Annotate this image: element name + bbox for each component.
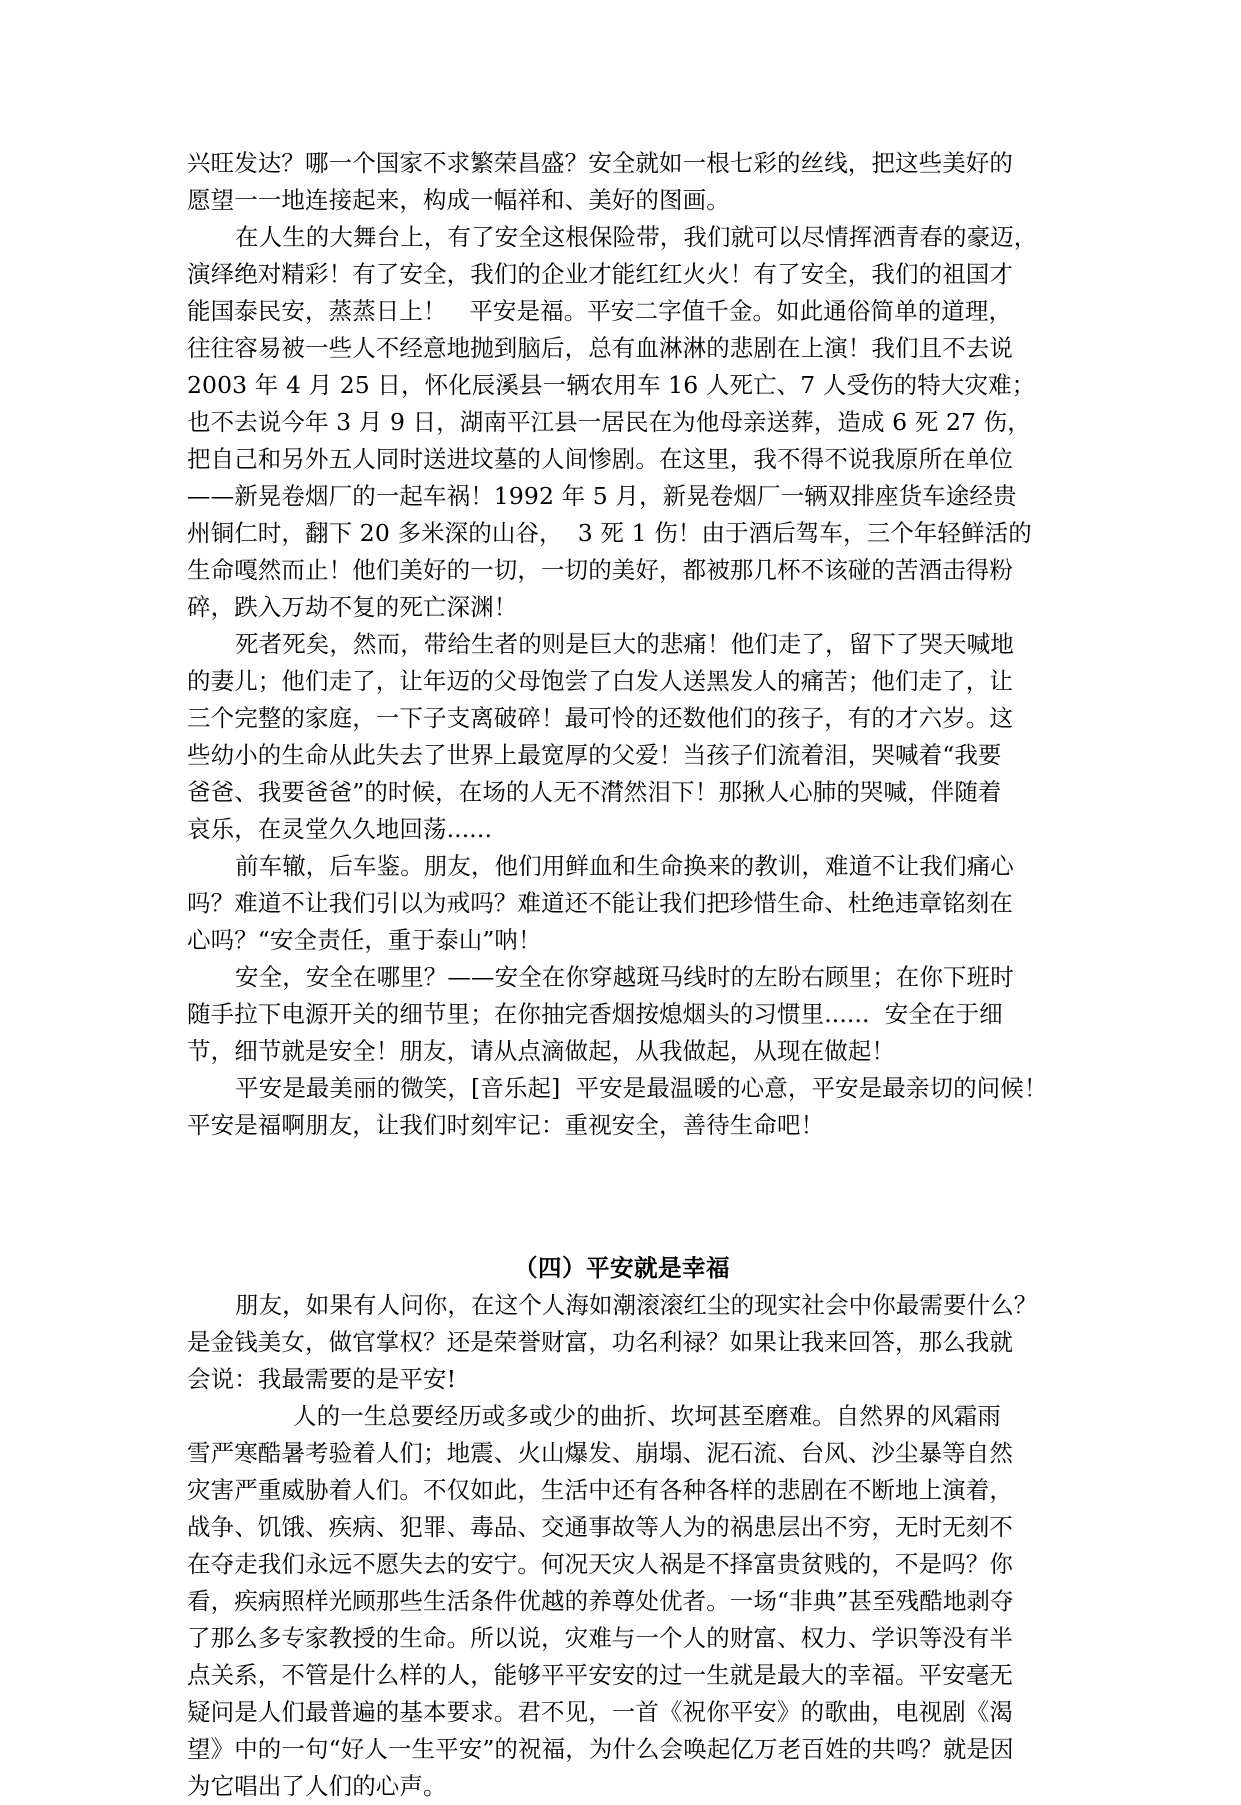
paragraph-line: 朋友，如果有人问你，在这个人海如潮滚滚红尘的现实社会中你最需要什么？ [235, 1291, 1038, 1319]
paragraph-line: 疑问是人们最普遍的基本要求。君不见，一首《祝你平安》的歌曲，电视剧《渴 [187, 1698, 1013, 1726]
section-spacer [187, 1144, 1057, 1250]
paragraph-line: 是金钱美女，做官掌权？还是荣誉财富，功名利禄？如果让我来回答，那么我就 [187, 1328, 1013, 1356]
paragraph-line: 前车辙，后车鉴。朋友，他们用鲜血和生命换来的教训，难道不让我们痛心 [235, 852, 1014, 880]
paragraph-line: 往往容易被一些人不经意地抛到脑后，总有血淋淋的悲剧在上演！我们且不去说 [187, 334, 1013, 362]
paragraph-line: 把自己和另外五人同时送进坟墓的人间惨剧。在这里，我不得不说我原所在单位 [187, 445, 1013, 473]
paragraph-line: 节，细节就是安全！朋友，请从点滴做起，从我做起，从现在做起！ [187, 1037, 895, 1065]
paragraph-line: ——新晃卷烟厂的一起车祸！1992 年 5 月，新晃卷烟厂一辆双排座货车途经贵 [187, 482, 1017, 510]
paragraph-line: 看，疾病照样光顾那些生活条件优越的养尊处优者。一场“非典”甚至残酷地剥夺 [187, 1587, 1014, 1615]
paragraph-line: 了那么多专家教授的生命。所以说，灾难与一个人的财富、权力、学识等没有半 [187, 1624, 1013, 1652]
paragraph-line: 兴旺发达？哪一个国家不求繁荣昌盛？安全就如一根七彩的丝线，把这些美好的 [187, 149, 1013, 177]
paragraph-line: 三个完整的家庭，一下子支离破碎！最可怜的还数他们的孩子，有的才六岁。这 [187, 704, 1013, 732]
paragraph-line: 生命嘎然而止！他们美好的一切，一切的美好，都被那几杯不该碰的苦酒击得粉 [187, 556, 1013, 584]
paragraph-line: 为它唱出了人们的心声。 [187, 1772, 447, 1800]
section-title: （四）平安就是幸福 [514, 1254, 730, 1282]
paragraph-line: 碎，跌入万劫不复的死亡深渊！ [187, 593, 518, 621]
paragraph-line: 随手拉下电源开关的细节里；在你抽完香烟按熄烟头的习惯里...... 安全在于细 [187, 1000, 1003, 1028]
paragraph-line: 演绎绝对精彩！有了安全，我们的企业才能红红火火！有了安全，我们的祖国才 [187, 260, 1013, 288]
paragraph-line: 在夺走我们永远不愿失去的安宁。何况天灾人祸是不择富贵贫贱的，不是吗？你 [187, 1550, 1013, 1578]
paragraph-line: 的妻儿；他们走了，让年迈的父母饱尝了白发人送黑发人的痛苦；他们走了，让 [187, 667, 1013, 695]
paragraph-line: 2003 年 4 月 25 日，怀化辰溪县一辆农用车 16 人死亡、7 人受伤的特大灾难； [187, 371, 1036, 399]
paragraph-line: 也不去说今年 3 月 9 日，湖南平江县一居民在为他母亲送葬，造成 6 死 27 伤， [187, 408, 1031, 436]
paragraph-line: 战争、饥饿、疾病、犯罪、毒品、交通事故等人为的祸患层出不穷，无时无刻不 [187, 1513, 1013, 1541]
paragraph-line: 人的一生总要经历或多或少的曲折、坎坷甚至磨难。自然界的风霜雨 [293, 1402, 1001, 1430]
paragraph-line: 雪严寒酷暑考验着人们；地震、火山爆发、崩塌、泥石流、台风、沙尘暴等自然 [187, 1439, 1013, 1467]
paragraph-line: 平安是最美丽的微笑，[音乐起] 平安是最温暖的心意，平安是最亲切的问候！ [235, 1074, 1048, 1102]
paragraph-line: 灾害严重威胁着人们。不仅如此，生活中还有各种各样的悲剧在不断地上演着， [187, 1476, 1013, 1504]
paragraph-line: 吗？难道不让我们引以为戒吗？难道还不能让我们把珍惜生命、杜绝违章铭刻在 [187, 889, 1013, 917]
paragraph-line: 愿望一一地连接起来，构成一幅祥和、美好的图画。 [187, 186, 730, 214]
paragraph-line: 爸爸、我要爸爸”的时候，在场的人无不潸然泪下！那揪人心肺的哭喊，伴随着 [187, 778, 1002, 806]
paragraph-line: 哀乐，在灵堂久久地回荡...... [187, 815, 493, 843]
paragraph-line: 在人生的大舞台上，有了安全这根保险带，我们就可以尽情挥洒青春的豪迈， [235, 223, 1038, 251]
paragraph-line: 点关系，不管是什么样的人，能够平平安安的过一生就是最大的幸福。平安毫无 [187, 1661, 1013, 1689]
section-one-text [187, 145, 1057, 1144]
paragraph-line: 州铜仁时，翻下 20 多米深的山谷， 3 死 1 伤！由于酒后驾车，三个年轻鲜活的 [187, 519, 1032, 547]
paragraph-line: 会说：我最需要的是平安! [187, 1365, 457, 1393]
paragraph-line: 安全，安全在哪里？——安全在你穿越斑马线时的左盼右顾里；在你下班时 [235, 963, 1014, 991]
paragraph-line: 平安是福啊朋友，让我们时刻牢记：重视安全，善待生命吧！ [187, 1111, 825, 1139]
paragraph-line: 能国泰民安，蒸蒸日上！ 平安是福。平安二字值千金。如此通俗简单的道理， [187, 297, 1013, 325]
paragraph-line: 心吗？“安全责任，重于泰山”呐！ [187, 926, 542, 954]
paragraph-line: 死者死矣，然而，带给生者的则是巨大的悲痛！他们走了，留下了哭天喊地 [235, 630, 1014, 658]
paragraph-line: 望》中的一句“好人一生平安”的祝福，为什么会唤起亿万老百姓的共鸣？就是因 [187, 1735, 1014, 1763]
document-body [187, 145, 1057, 1805]
paragraph-line: 些幼小的生命从此失去了世界上最宽厚的父爱！当孩子们流着泪，哭喊着“我要 [187, 741, 1002, 769]
section-four [187, 1250, 1057, 1805]
